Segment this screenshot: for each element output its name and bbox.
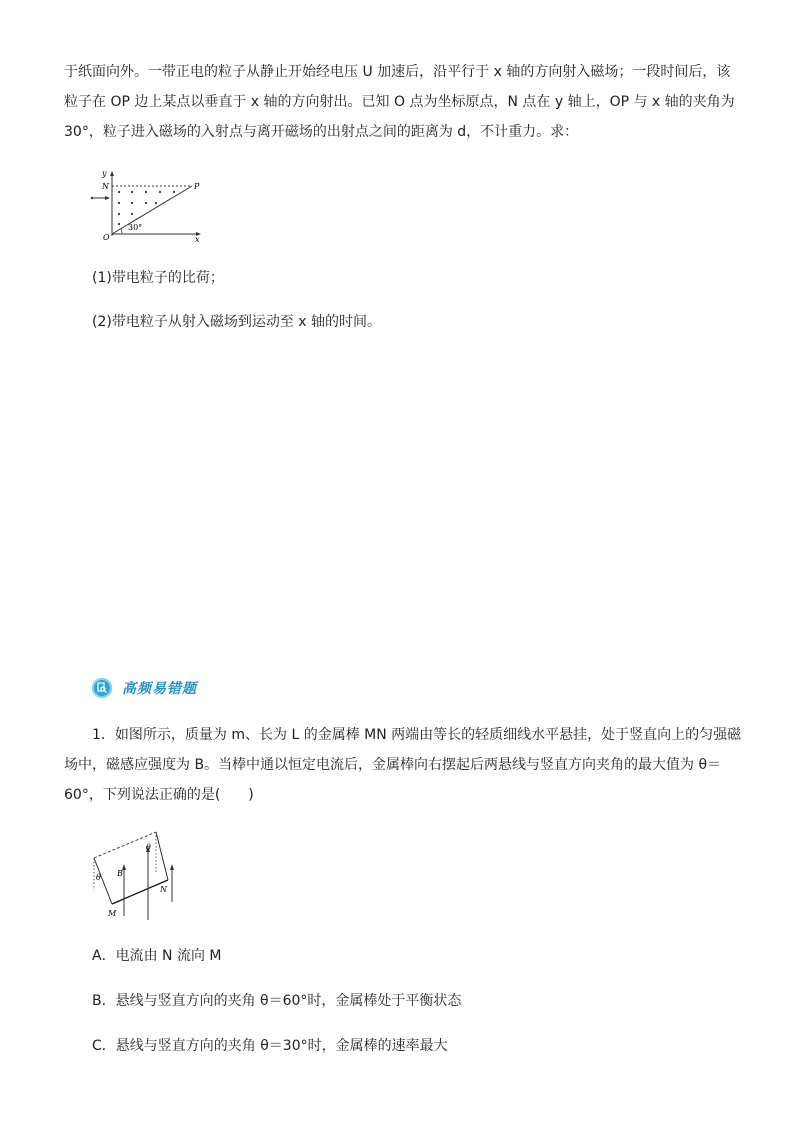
boundary-op (112, 186, 192, 234)
problem1-text-line2: 粒子在 OP 边上某点以垂直于 x 轴的方向射出。已知 O 点为坐标原点，N 点在 y 轴上，OP 与 x 轴的夹角为 (64, 94, 735, 110)
search-doc-icon (92, 678, 112, 698)
suspended-rod-figure (84, 828, 194, 924)
section-title: 高频易错题 (122, 681, 197, 697)
option-c: C．悬线与竖直方向的夹角 θ＝30°时，金属棒的速率最大 (92, 1038, 448, 1054)
question-1: (1)带电粒子的比荷； (92, 270, 224, 286)
label-o: O (103, 233, 110, 242)
option-a: A．电流由 N 流向 M (92, 948, 222, 964)
label-x: x (195, 235, 200, 244)
label-n: N (160, 885, 167, 894)
problem1-text-line3: 30°，粒子进入磁场的入射点与离开磁场的出射点之间的距离为 d，不计重力。求： (64, 124, 579, 140)
label-y: y (102, 169, 107, 178)
label-theta-right: θ (146, 843, 151, 852)
angle-arc (121, 229, 122, 234)
label-n: N (102, 182, 109, 191)
problem2-text-line3: 60°，下列说法正确的是( ) (64, 787, 254, 803)
y-axis-arrow (110, 171, 114, 176)
option-b: B．悬线与竖直方向的夹角 θ＝60°时，金属棒处于平衡状态 (92, 993, 462, 1009)
magnetic-field-figure (88, 168, 208, 244)
problem2-text-line2: 场中，磁感应强度为 B。当棒中通以恒定电流后，金属棒向右摆起后两悬线与竖直方向夹角的最大值为 θ＝ (64, 757, 722, 773)
thread-right (156, 832, 168, 880)
label-angle: 30° (128, 223, 143, 232)
label-b: B (117, 869, 123, 878)
section-header (92, 676, 197, 700)
label-m: M (108, 909, 117, 918)
label-p: P (194, 182, 200, 191)
problem1-text-line1: 于纸面向外。一带正电的粒子从静止开始经电压 U 加速后，沿平行于 x 轴的方向射入磁场；一段时间后，该 (64, 64, 731, 80)
question-2: (2)带电粒子从射入磁场到运动至 x 轴的时间。 (92, 314, 382, 330)
label-theta-left: θ (96, 873, 101, 882)
problem2-text-line1: 1．如图所示，质量为 m、长为 L 的金属棒 MN 两端由等长的轻质细线水平悬挂，处于竖直向上的匀强磁 (92, 727, 742, 743)
field-dots (118, 191, 175, 225)
